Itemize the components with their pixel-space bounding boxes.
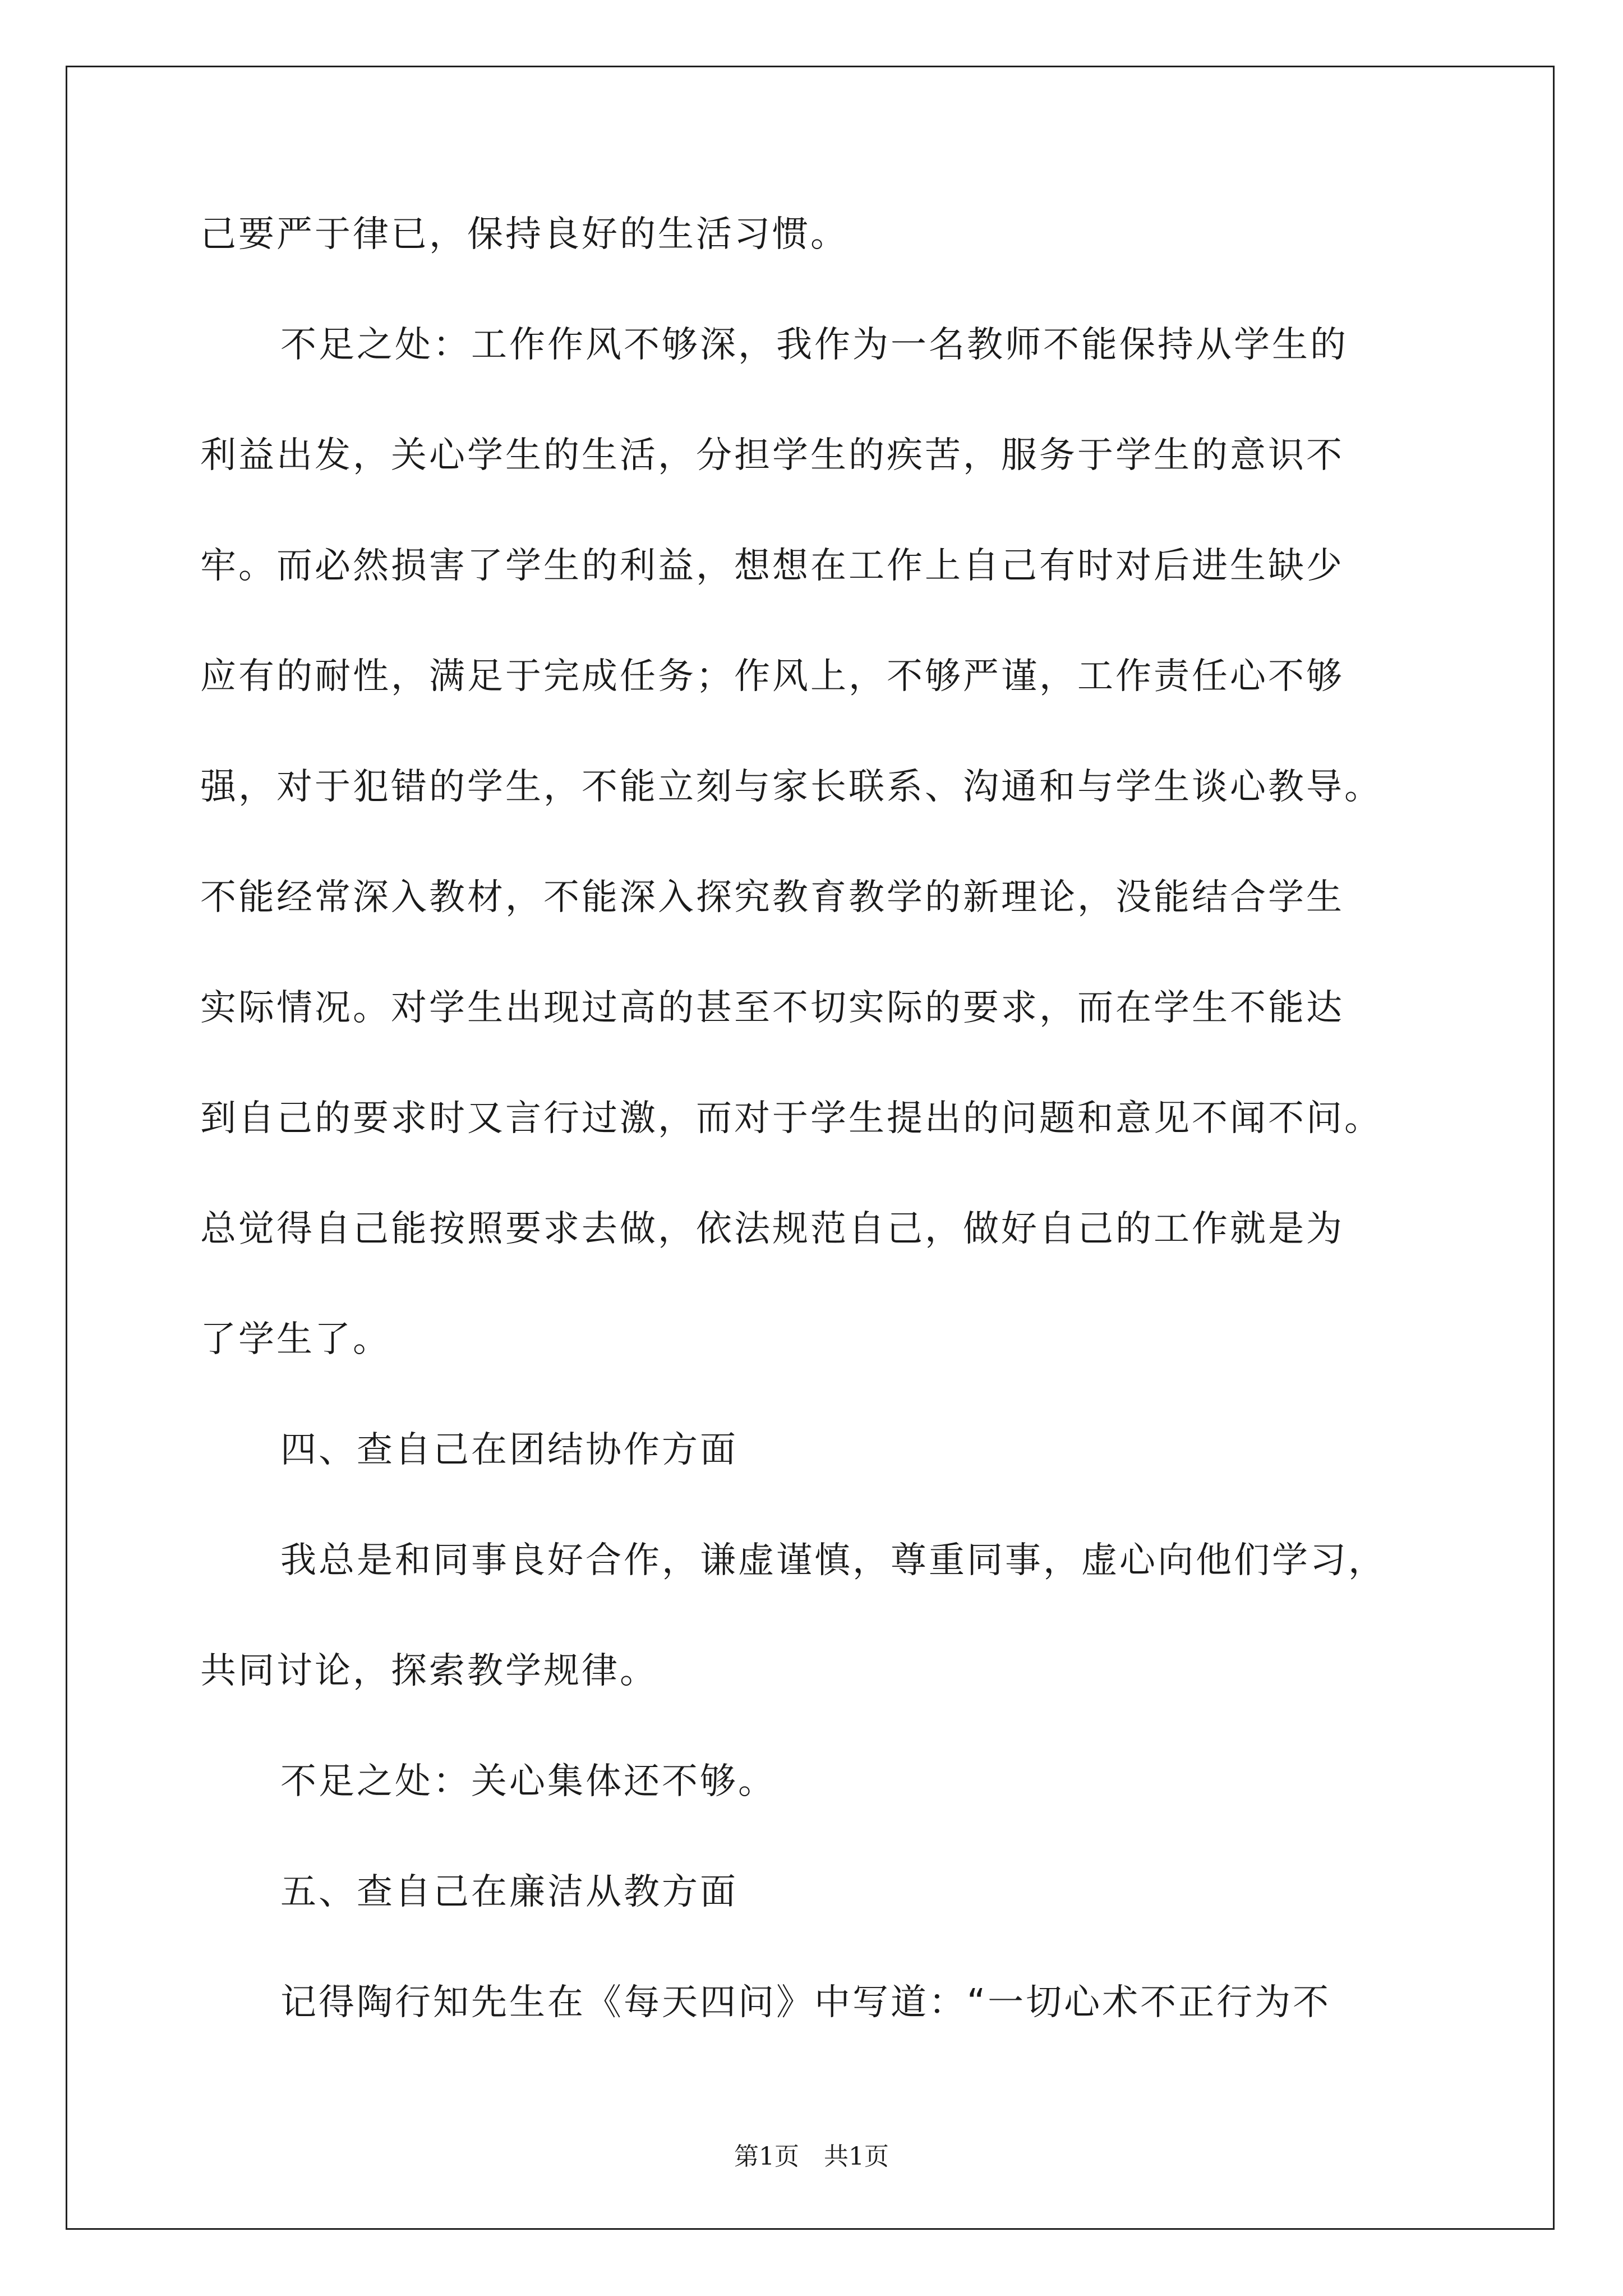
text-line: 实际情况。对学生出现过高的甚至不切实际的要求，而在学生不能达 [200, 987, 1344, 1029]
text-line: 强，对于犯错的学生，不能立刻与家长联系、沟通和与学生谈心教导。 [200, 766, 1382, 808]
paragraph-start-line: 记得陶行知先生在《每天四问》中写道：“一切心术不正行为不 [280, 1982, 1331, 2023]
section-heading: 五、查自己在廉洁从教方面 [280, 1871, 738, 1913]
text-line: 了学生了。 [200, 1319, 391, 1360]
text-line: 应有的耐性，满足于完成任务；作风上，不够严谨，工作责任心不够 [200, 656, 1344, 697]
section-heading: 四、查自己在团结协作方面 [280, 1429, 738, 1471]
text-line: 牢。而必然损害了学生的利益，想想在工作上自己有时对后进生缺少 [200, 545, 1344, 587]
text-line: 利益出发，关心学生的生活，分担学生的疾苦，服务于学生的意识不 [200, 435, 1344, 476]
paragraph-start-line: 不足之处：工作作风不够深，我作为一名教师不能保持从学生的 [280, 324, 1348, 366]
page-footer: 第1页 共1页 [734, 2142, 889, 2171]
paragraph-start-line: 不足之处：关心集体还不够。 [280, 1761, 776, 1802]
text-line: 共同讨论，探索教学规律。 [200, 1650, 658, 1692]
text-line: 总觉得自己能按照要求去做，依法规范自己，做好自己的工作就是为 [200, 1208, 1344, 1250]
text-line: 到自己的要求时又言行过激，而对于学生提出的问题和意见不闻不问。 [200, 1098, 1382, 1139]
text-line: 己要严于律已，保持良好的生活习惯。 [200, 214, 849, 255]
paragraph-start-line: 我总是和同事良好合作，谦虚谨慎，尊重同事，虚心向他们学习， [280, 1540, 1386, 1581]
text-line: 不能经常深入教材，不能深入探究教育教学的新理论，没能结合学生 [200, 877, 1344, 918]
